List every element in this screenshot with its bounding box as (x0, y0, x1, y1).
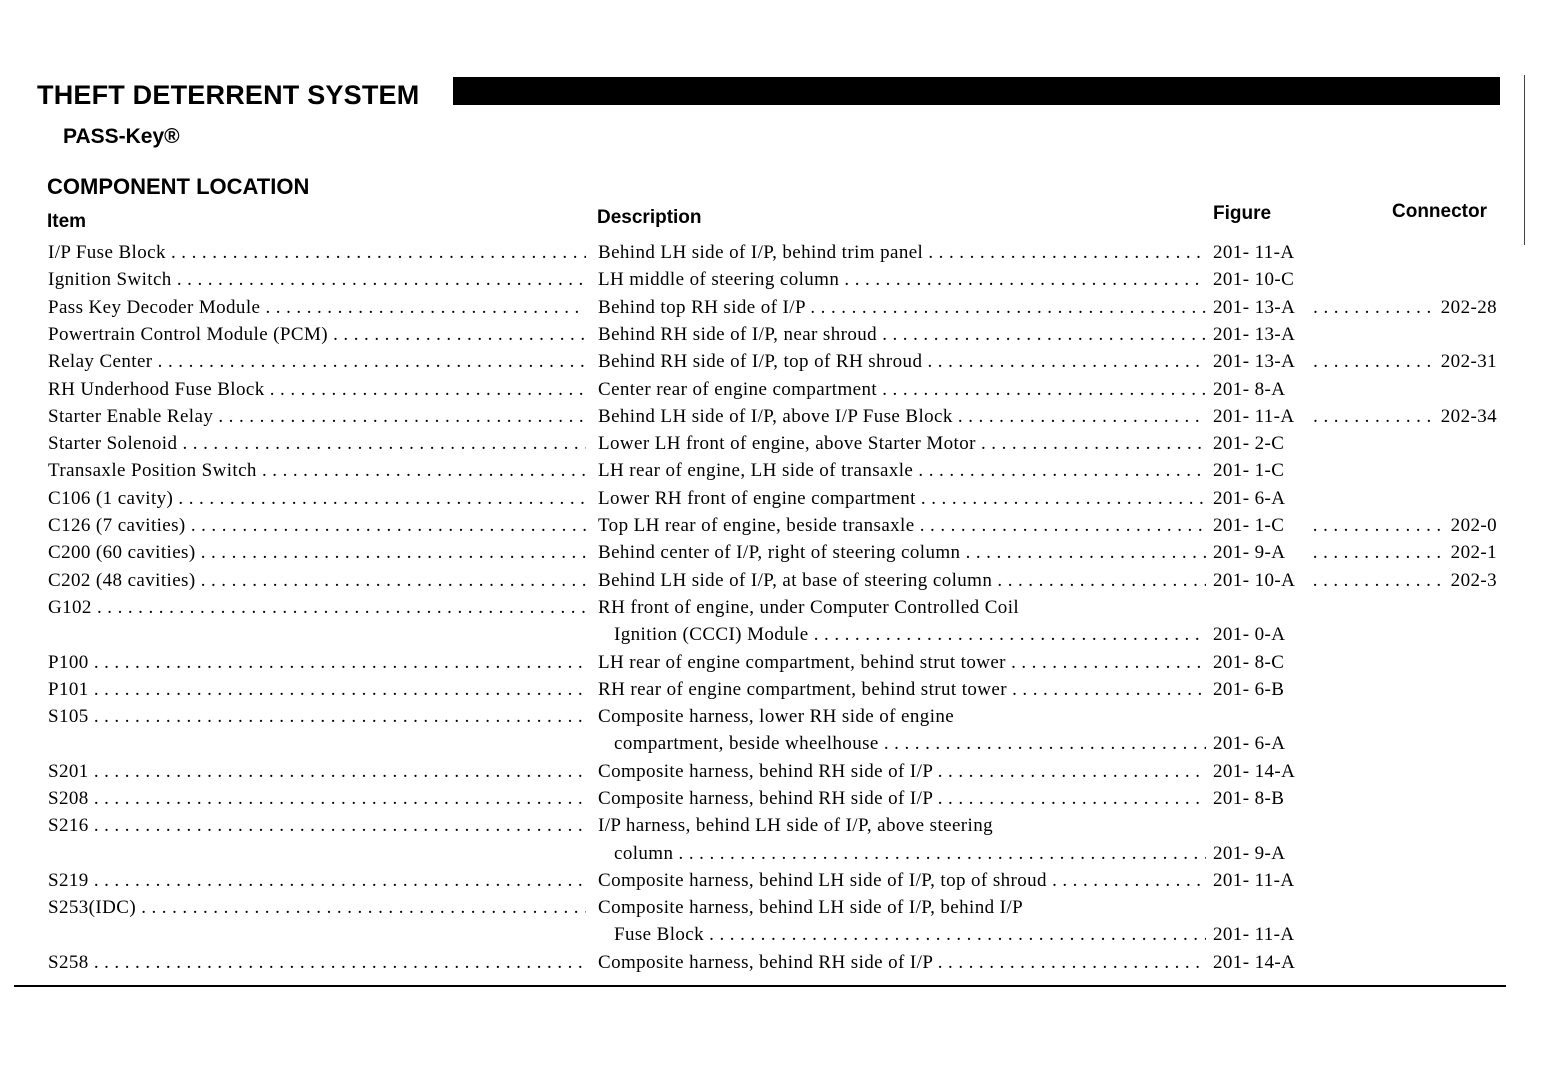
row-connector (1313, 378, 1497, 402)
row-connector (1313, 623, 1497, 647)
row-item: P100 . . . (48, 651, 586, 675)
row-connector-value: 202-28 (1437, 297, 1497, 318)
row-item: Transaxle Position Switch . . . (48, 459, 586, 483)
row-connector (1313, 541, 1497, 565)
table-row (0, 350, 1564, 378)
row-description: RH front of engine, under Computer Controlled Coil (598, 596, 1020, 618)
row-connector-value (1313, 460, 1317, 481)
row-connector-value: 202-31 (1437, 351, 1497, 372)
table-row (0, 705, 1564, 755)
row-description: LH rear of engine compartment, behind strut tower . . . (598, 651, 1206, 675)
row-item: C202 (48 cavities) . . . (48, 569, 586, 593)
title-rule-bar (453, 77, 1500, 105)
row-figure: 201- 6-A (1213, 487, 1286, 509)
row-figure: 201- 10-A (1213, 569, 1296, 591)
row-description-continued: compartment, beside wheelhouse . . . (614, 732, 1206, 756)
table-row (0, 541, 1564, 569)
row-description: LH middle of steering column . . . (598, 268, 1206, 292)
row-connector-value (1313, 788, 1317, 809)
row-figure: 201- 8-A (1213, 378, 1286, 400)
row-connector-value (1313, 433, 1317, 454)
row-item: S258 . . . (48, 951, 586, 975)
row-item: Starter Solenoid . . . (48, 432, 586, 456)
table-row (0, 514, 1564, 542)
table-row (0, 678, 1564, 706)
table-row (0, 814, 1564, 864)
row-connector (1313, 268, 1497, 292)
row-item: S105 . . . (48, 705, 586, 729)
table-row (0, 569, 1564, 597)
row-connector (1313, 787, 1497, 811)
table-row (0, 951, 1564, 979)
table-row (0, 787, 1564, 815)
table-row (0, 378, 1564, 406)
row-connector-value (1313, 242, 1317, 263)
row-item: C200 (60 cavities) . . . (48, 541, 586, 565)
row-item: RH Underhood Fuse Block . . . (48, 378, 586, 402)
row-figure: 201- 14-A (1213, 951, 1296, 973)
right-margin-rule (1524, 75, 1525, 245)
page-subtitle: PASS-Key® (63, 125, 180, 148)
row-description: Lower RH front of engine compartment . . . (598, 487, 1206, 511)
row-connector-value: 202-0 (1447, 515, 1497, 536)
row-connector-value: 202-34 (1437, 406, 1497, 427)
row-figure: 201- 10-C (1213, 269, 1295, 291)
section-title: COMPONENT LOCATION (47, 174, 310, 199)
row-item: Starter Enable Relay . . . (48, 405, 586, 429)
row-description: Top LH rear of engine, beside transaxle . . . (598, 514, 1206, 538)
row-connector (1313, 842, 1497, 866)
row-item: S216 . . . (48, 814, 586, 838)
row-item: C126 (7 cavities) . . . (48, 514, 586, 538)
row-connector (1313, 869, 1497, 893)
column-header-figure: Figure (1213, 203, 1272, 224)
row-connector (1313, 432, 1497, 456)
row-description: Behind center of I/P, right of steering column . . . (598, 541, 1206, 565)
table-row (0, 487, 1564, 515)
row-item: Relay Center . . . (48, 350, 586, 374)
row-connector (1313, 405, 1497, 429)
row-description: Composite harness, behind LH side of I/P, top of shroud . . . (598, 869, 1206, 893)
table-row (0, 432, 1564, 460)
row-connector (1313, 241, 1497, 265)
row-item: Pass Key Decoder Module . . . (48, 296, 586, 320)
table-row (0, 596, 1564, 646)
table-row (0, 268, 1564, 296)
row-connector-value (1313, 624, 1317, 645)
row-connector (1313, 459, 1497, 483)
row-connector-value (1313, 952, 1317, 973)
row-connector-value (1313, 924, 1317, 945)
row-item: S201 . . . (48, 760, 586, 784)
row-description: Lower LH front of engine, above Starter Motor . . . (598, 432, 1206, 456)
row-description: Composite harness, behind RH side of I/P . . . (598, 787, 1206, 811)
row-figure: 201- 11-A (1213, 924, 1295, 946)
row-connector (1313, 678, 1497, 702)
row-connector-value (1313, 843, 1317, 864)
row-connector (1313, 350, 1497, 374)
row-figure: 201- 1-C (1213, 515, 1285, 536)
row-item: S208 . . . (48, 787, 586, 811)
row-connector (1313, 323, 1497, 347)
row-item: S219 . . . (48, 869, 586, 893)
row-figure: 201- 2-C (1213, 433, 1285, 455)
row-connector (1313, 514, 1497, 538)
row-connector (1313, 760, 1497, 784)
bottom-rule (14, 985, 1506, 987)
row-description: Behind top RH side of I/P . . . (598, 296, 1206, 320)
row-figure: 201- 13-A (1213, 296, 1296, 318)
table-row (0, 896, 1564, 946)
row-figure: 201- 6-A (1213, 733, 1286, 755)
row-description: I/P harness, behind LH side of I/P, above steering (598, 815, 993, 837)
row-connector-value: 202-1 (1447, 542, 1497, 563)
row-description: Behind RH side of I/P, top of RH shroud . . . (598, 350, 1206, 374)
row-connector-value (1313, 652, 1317, 673)
row-description-continued: Ignition (CCCI) Module . . . (614, 623, 1206, 647)
row-connector-value (1313, 679, 1317, 700)
row-description: Behind RH side of I/P, near shroud . . . (598, 323, 1206, 347)
row-figure: 201- 1-C (1213, 460, 1285, 482)
row-description: Composite harness, behind RH side of I/P . . . (598, 760, 1206, 784)
row-description: RH rear of engine compartment, behind strut tower . . . (598, 678, 1206, 702)
row-connector (1313, 923, 1497, 947)
row-connector-value (1313, 870, 1317, 891)
row-connector-value (1313, 269, 1317, 290)
table-row (0, 651, 1564, 679)
table-row (0, 296, 1564, 324)
row-figure: 201- 9-A (1213, 542, 1286, 564)
row-figure: 201- 11-A (1213, 869, 1295, 891)
page-title: THEFT DETERRENT SYSTEM (37, 80, 420, 110)
row-description: Behind LH side of I/P, behind trim panel . . . (598, 241, 1206, 265)
row-description: Composite harness, behind RH side of I/P . . . (598, 951, 1206, 975)
row-connector-value (1313, 379, 1317, 400)
row-figure: 201- 8-C (1213, 651, 1285, 673)
row-description: Behind LH side of I/P, above I/P Fuse Block . . . (598, 405, 1206, 429)
row-description-continued: column . . . (614, 842, 1206, 866)
row-connector-value (1313, 733, 1317, 754)
row-description: Composite harness, lower RH side of engine (598, 706, 955, 728)
row-description: Composite harness, behind LH side of I/P, behind I/P (598, 897, 1024, 919)
row-description: Center rear of engine compartment . . . (598, 378, 1206, 402)
row-figure: 201- 11-A (1213, 242, 1295, 263)
row-figure: 201- 13-A (1213, 323, 1296, 345)
row-figure: 201- 0-A (1213, 624, 1286, 646)
row-figure: 201- 14-A (1213, 760, 1296, 782)
row-figure: 201- 9-A (1213, 842, 1286, 864)
row-item: P101 . . . (48, 678, 586, 702)
row-item: G102 . . . (48, 596, 586, 620)
row-connector (1313, 951, 1497, 975)
row-connector (1313, 651, 1497, 675)
row-connector-value: 202-3 (1447, 570, 1497, 591)
column-header-description: Description (597, 207, 702, 228)
row-figure: 201- 6-B (1213, 678, 1285, 700)
column-header-connector: Connector (1392, 201, 1487, 222)
column-header-item: Item (47, 211, 87, 232)
row-description: Behind LH side of I/P, at base of steering column . . . (598, 569, 1206, 593)
row-item: Ignition Switch . . . (48, 268, 586, 292)
row-connector (1313, 296, 1497, 320)
row-connector-value (1313, 761, 1317, 782)
row-description: LH rear of engine, LH side of transaxle . . . (598, 459, 1206, 483)
table-row (0, 760, 1564, 788)
table-row (0, 323, 1564, 351)
row-figure: 201- 13-A (1213, 351, 1296, 373)
row-item: C106 (1 cavity) . . . (48, 487, 586, 511)
row-figure: 201- 11-A (1213, 405, 1295, 427)
row-connector (1313, 569, 1497, 593)
table-row (0, 459, 1564, 487)
table-row (0, 869, 1564, 897)
row-figure: 201- 8-B (1213, 788, 1285, 809)
row-connector (1313, 487, 1497, 511)
row-connector-value (1313, 324, 1317, 345)
row-description-continued: Fuse Block . . . (614, 923, 1206, 947)
row-item: I/P Fuse Block . . . (48, 241, 586, 265)
row-connector-value (1313, 488, 1317, 509)
row-item: Powertrain Control Module (PCM) . . . (48, 323, 586, 347)
table-row (0, 241, 1564, 269)
row-item: S253(IDC) . . . (48, 896, 586, 920)
table-row (0, 405, 1564, 433)
row-connector (1313, 732, 1497, 756)
